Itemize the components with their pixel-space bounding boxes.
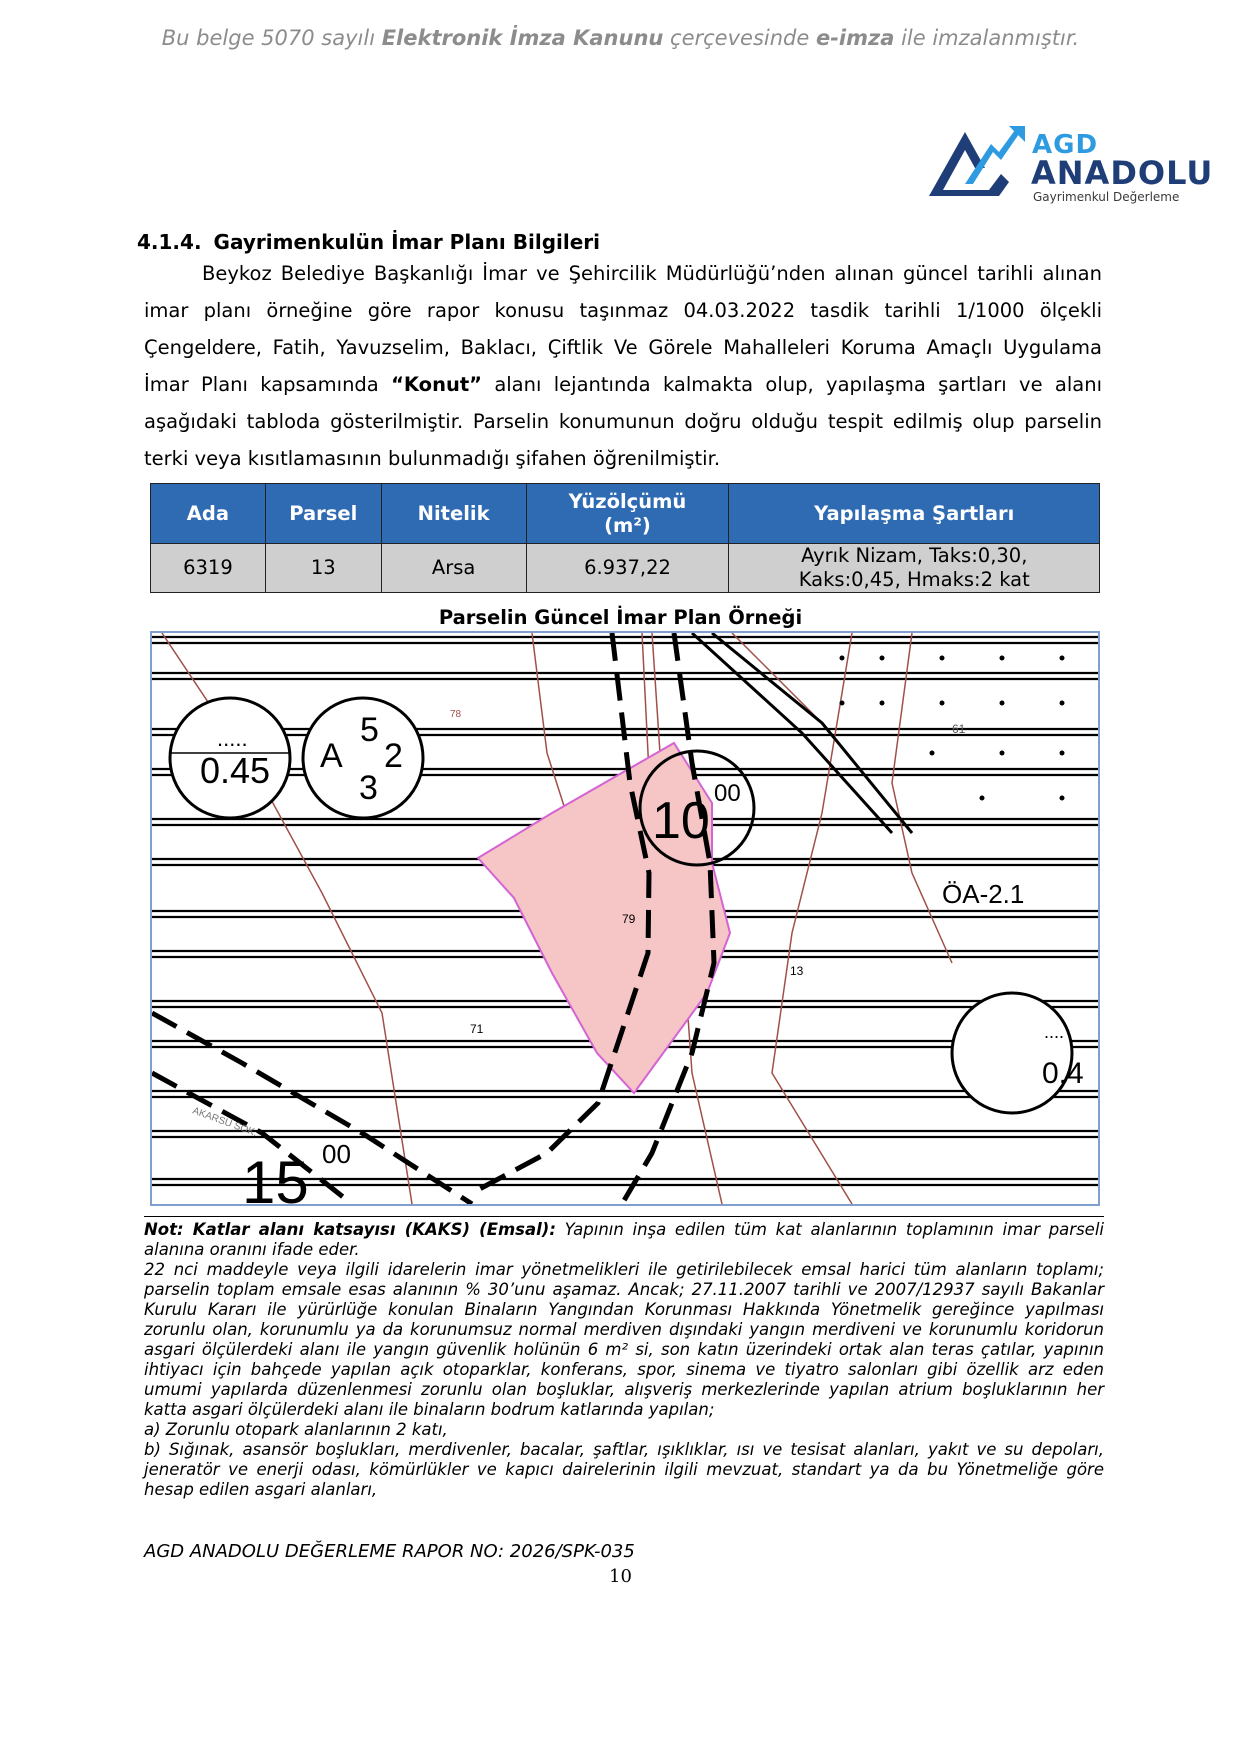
height-sup: 00 (714, 780, 741, 807)
table-row (151, 544, 1100, 593)
cell-nitelik: Arsa (381, 544, 526, 593)
paragraph-text-2: alanı lejantında kalmakta olup, yapılaşma şartları ve alanı aşağıdaki tabloda gösterilmiştir. Parselin konumunun doğru olduğu tespit edilmiş olup parselin terki veya kısıtlamasının bulunmadığı şifahen öğrenilmiştir. (144, 373, 1102, 470)
section-heading (137, 230, 600, 254)
parcel-61-label: 61 (952, 722, 966, 736)
kaks-right-dots: .... (1044, 1022, 1065, 1042)
zone-a-bottom: 3 (359, 769, 378, 807)
note-paragraph: 22 nci maddeyle veya ilgili idarelerin imar yönetmelikleri ile getirilebilecek emsal harici tüm alanların toplamı; parselin toplam emsale esas alanının % 30’unu aşamaz. Ancak; 27.11.2007 tarihli ve 2007/12937 sayılı Bakanlar Kurulu Kararı ile yürürlüğe konulan Binaların Yangından Korunması Hakkında Yönetmelik gereğince yapılması zorunlu olan, korunumlu ya da korunumsuz normal merdiven dışındaki yangın merdiveni ve korunumlu koridorun asgari ölçülerdeki alanı ile yangın güvenlik holünün 6 m² si, son katın üzerindeki ortak alan teras çatılar, yapının ihtiyacı için bahçede yapılan açık otoparklar, konferans, spor, sinema ve tiyatro salonları gibi özellik arz eden umumi yapılarda düzenlenmesi zorunlu olan boşluklar, alışveriş merkezlerinde yapılan atrium boşluklarının her katta asgari ölçülerdeki alanı ile binaların bodrum katlarında yapılan; (144, 1260, 1104, 1419)
parcel-79-label: 79 (622, 912, 636, 926)
body-paragraph (144, 255, 1102, 477)
parcel-13-label: 13 (790, 964, 804, 978)
kaks-dots: ..... (217, 726, 248, 751)
logo-line-1: AGD (1032, 130, 1099, 160)
cell-parsel: 13 (265, 544, 381, 593)
cell-ada: 6319 (151, 544, 266, 593)
road-width: 15 (242, 1149, 309, 1204)
kaks-value: 0.45 (200, 750, 271, 791)
logo-mountain-icon (929, 124, 1029, 200)
report-footer: AGD ANADOLU DEĞERLEME RAPOR NO: 2026/SPK-035 (144, 1541, 635, 1562)
street-name: AKARSU SOK. (190, 1105, 259, 1140)
note-item-a: a) Zorunlu otopark alanlarının 2 katı, (144, 1420, 448, 1439)
map-title: Parselin Güncel İmar Plan Örneği (438, 606, 803, 629)
logo-line-3: Gayrimenkul Değerleme (1033, 190, 1180, 204)
zone-a-right: 2 (384, 737, 403, 775)
esign-text-3: ile imzalanmıştır. (894, 26, 1080, 50)
header-yuzolcumu: Yüzölçümü (m²) (526, 484, 729, 544)
company-logo (929, 124, 1214, 204)
kaks-right-value: 0.4 (1042, 1057, 1084, 1090)
property-table (150, 483, 1100, 593)
note-label-text: Yapının inşa edilen tüm kat alanlarının toplamının imar parseli alanına oranını ifade eder. (144, 1220, 1104, 1259)
note-section (144, 1216, 1104, 1500)
section-title: Gayrimenkulün İmar Planı Bilgileri (213, 230, 601, 254)
oa-label: ÖA-2.1 (942, 879, 1025, 909)
cell-yapilasma: Ayrık Nizam, Taks:0,30, Kaks:0,45, Hmaks:2 kat (729, 544, 1100, 593)
header-ada: Ada (151, 484, 266, 544)
height-value: 10 (652, 792, 710, 850)
section-number: 4.1.4. (137, 230, 202, 254)
table-header-row (151, 484, 1100, 544)
header-parsel: Parsel (265, 484, 381, 544)
e-signature-banner (0, 26, 1241, 50)
page-number: 10 (609, 1566, 632, 1587)
esign-bold-1: Elektronik İmza Kanunu (381, 26, 664, 50)
header-nitelik: Nitelik (381, 484, 526, 544)
esign-text-1: Bu belge 5070 sayılı (161, 26, 382, 50)
paragraph-bold-term: “Konut” (391, 373, 482, 396)
parcel-78-label: 78 (450, 709, 462, 720)
cell-yuzolcumu: 6.937,22 (526, 544, 729, 593)
note-label: Not: Katlar alanı katsayısı (KAKS) (Emsal): (144, 1220, 556, 1239)
zone-a-letter: A (320, 737, 343, 775)
header-yapilasma: Yapılaşma Şartları (729, 484, 1100, 544)
esign-bold-2: e-imza (815, 26, 895, 50)
paragraph-text-1: Beykoz Belediye Başkanlığı İmar ve Şehircilik Müdürlüğü’nden alınan güncel tarihli alınan imar planı örneğine göre rapor konusu taşınmaz 04.03.2022 tasdik tarihli 1/1000 ölçekli Çengeldere, Fatih, Yavuzselim, Baklacı, Çiftlik Ve Görele Mahalleleri Koruma Amaçlı Uygulama İmar Planı kapsamında (144, 262, 1102, 396)
parcel-71-label: 71 (470, 1022, 484, 1036)
esign-text-2: çerçevesinde (663, 26, 816, 50)
kaks-circle-right (952, 993, 1072, 1113)
zoning-plan-drawing (152, 633, 1098, 1204)
logo-line-2: ANADOLU (1031, 154, 1214, 192)
zone-a-top: 5 (360, 711, 379, 749)
note-item-b: b) Sığınak, asansör boşlukları, merdivenler, bacalar, şaftlar, ışıklıklar, ısı ve tesisat alanları, yakıt ve su depoları, jeneratör ve enerji odası, kömürlükler ve kapıcı dairelerinin ilgili mevzuat, standart ya da bu Yönetmeliğe göre hesap edilen asgari alanları, (144, 1440, 1104, 1499)
road-width-sup: 00 (322, 1139, 351, 1169)
note-definition (144, 1220, 1104, 1260)
zoning-plan-map (150, 631, 1100, 1206)
